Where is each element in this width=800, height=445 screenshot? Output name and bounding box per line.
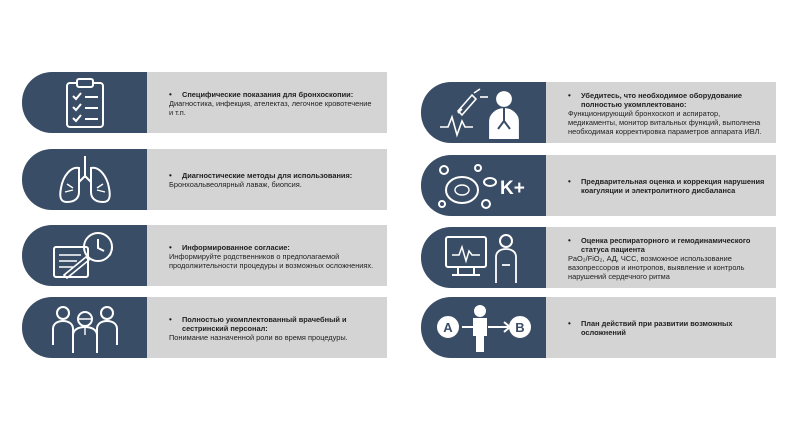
- clipboard-checklist-icon: [61, 77, 109, 129]
- bullet: •: [169, 171, 172, 180]
- card-body: Функционирующий бронхоскоп и аспиратор, медикаменты, монитор витальных функций, выполнена необходимая корректировка параметров аппарата ИВЛ.: [568, 108, 762, 136]
- text-box: [546, 155, 776, 216]
- card-body: Понимание назначенной роли во время процедуры.: [169, 332, 348, 342]
- card-title: Полностью укомплектованный врачебный и сестринский персонал:: [182, 314, 347, 333]
- icon-tab: [22, 225, 147, 286]
- card-title: Предварительная оценка и коррекция нарушения коагуляции и электролитного дисбаланса: [581, 177, 765, 195]
- card-title: Оценка респираторного и гемодинамического статуса пациента: [581, 235, 751, 254]
- consent-clock-document-icon: [50, 229, 120, 283]
- bullet: •: [169, 314, 172, 324]
- text-box: [147, 149, 387, 210]
- icon-tab: [22, 297, 147, 358]
- card-title: Специфические показания для бронхоскопии:: [182, 89, 354, 99]
- bullet: •: [568, 90, 571, 100]
- bullet: •: [169, 242, 172, 252]
- card-title: Диагностические методы для использования:: [182, 171, 353, 180]
- icon-tab: [421, 155, 546, 216]
- card-body: Бронхоальвеолярный лаваж, биопсия.: [169, 180, 302, 189]
- point-a-label: A: [442, 319, 453, 335]
- icon-tab: [421, 82, 546, 143]
- medical-staff-icon: [47, 301, 123, 355]
- icon-tab: [421, 227, 546, 288]
- icon-tab: [421, 297, 546, 358]
- card-title: Убедитесь, что необходимое оборудование полностью укомплектовано:: [581, 90, 743, 109]
- potassium-label: K+: [499, 177, 525, 199]
- bronchoscopy-equipment-icon: [438, 87, 530, 139]
- text-box: [147, 297, 387, 358]
- point-b-label: B: [514, 319, 525, 335]
- card-body: PaO₂/FiO₂, АД, ЧСС, возможное использование вазопрессоров и инотропов, выявление и контроль нарушений сердечного ритма: [568, 253, 745, 281]
- card-title: Информированное согласие:: [182, 242, 290, 252]
- bullet: •: [169, 89, 172, 99]
- plan-a-to-b-icon: [434, 301, 534, 355]
- card-body: Информируйте родственников о предполагаемой продолжительности процедуры и возможных осложнениях.: [169, 251, 374, 270]
- bullet: •: [568, 235, 571, 245]
- blood-cells-potassium-icon: [434, 160, 534, 212]
- icon-tab: [22, 149, 147, 210]
- patient-monitor-icon: [444, 231, 524, 285]
- text-box: [546, 82, 776, 143]
- text-box: [147, 72, 387, 133]
- bullet: •: [568, 319, 571, 328]
- text-box: [546, 297, 776, 358]
- text-box: [147, 225, 387, 286]
- bullet: •: [568, 177, 571, 186]
- text-box: [546, 227, 776, 288]
- card-body: Диагностика, инфекция, ателектаз, легочное кровотечение и т.п.: [169, 98, 372, 117]
- icon-tab: [22, 72, 147, 133]
- card-title: План действий при развитии возможных осложнений: [581, 319, 733, 337]
- lungs-icon: [55, 154, 115, 206]
